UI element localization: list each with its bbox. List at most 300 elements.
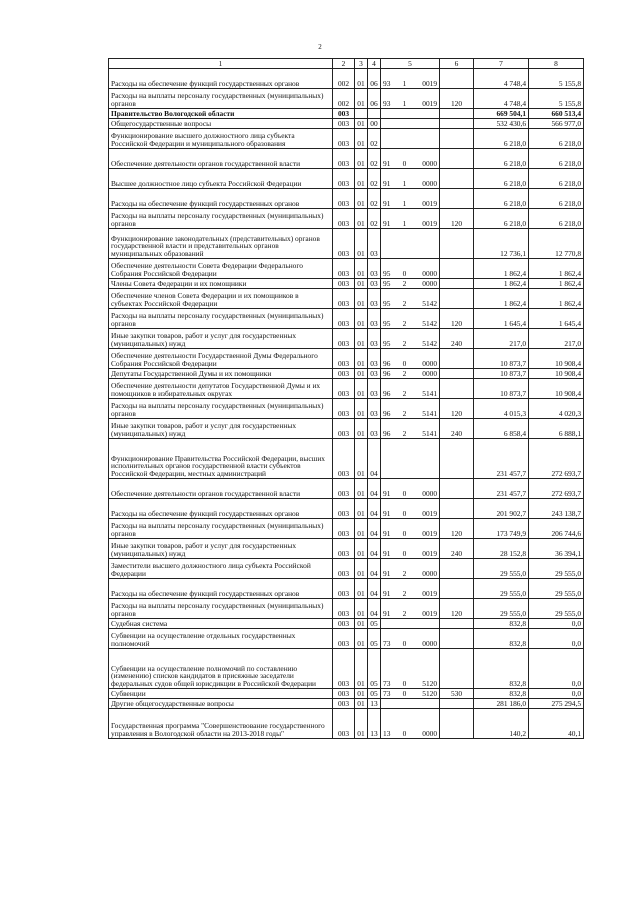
row-amount-year-2: 566 977,0 — [529, 119, 584, 129]
row-program-code: 95 — [381, 259, 400, 279]
row-program-code: 91 — [381, 599, 400, 619]
row-name: Заместители высшего должностного лица субъекта Российской Федерации — [109, 559, 333, 579]
row-direction-code: 5142 — [410, 329, 440, 349]
row-program-code: 96 — [381, 419, 400, 439]
row-program-code: 91 — [381, 539, 400, 559]
row-section-code: 01 — [355, 279, 368, 289]
row-name: Расходы на обеспечение функций государственных органов — [109, 579, 333, 599]
row-ministry-code: 003 — [333, 349, 355, 369]
row-amount-year-2: 1 862,4 — [529, 259, 584, 279]
row-direction-code: 5120 — [410, 689, 440, 699]
row-expense-type: 240 — [440, 419, 474, 439]
row-amount-year-2: 0,0 — [529, 649, 584, 689]
row-amount-year-2: 243 138,7 — [529, 499, 584, 519]
row-direction-code: 0000 — [410, 279, 440, 289]
table-row — [109, 89, 584, 109]
row-program-code: 91 — [381, 579, 400, 599]
row-subsection-code: 02 — [368, 169, 381, 189]
table-row — [109, 229, 584, 259]
row-program-code: 96 — [381, 379, 400, 399]
row-subprogram-code: 0 — [400, 349, 410, 369]
row-subsection-code: 06 — [368, 89, 381, 109]
table-row — [109, 189, 584, 209]
row-direction-code: 0000 — [410, 259, 440, 279]
row-expense-type — [440, 379, 474, 399]
row-subprogram-code — [400, 439, 410, 479]
row-name: Расходы на выплаты персоналу государственных (муниципальных) органов — [109, 309, 333, 329]
row-subprogram-code — [400, 699, 410, 709]
row-section-code: 01 — [355, 649, 368, 689]
row-direction-code: 0019 — [410, 89, 440, 109]
row-amount-year-1: 173 749,9 — [474, 519, 529, 539]
row-name: Функционирование высшего должностного лица субъекта Российской Федерации и муниципального образования — [109, 129, 333, 149]
row-section-code: 01 — [355, 519, 368, 539]
row-program-code: 73 — [381, 629, 400, 649]
row-ministry-code: 003 — [333, 539, 355, 559]
row-expense-type — [440, 479, 474, 499]
row-direction-code: 5120 — [410, 649, 440, 689]
table-row — [109, 559, 584, 579]
table-row — [109, 119, 584, 129]
row-section-code: 01 — [355, 289, 368, 309]
row-ministry-code: 003 — [333, 399, 355, 419]
row-section-code: 01 — [355, 189, 368, 209]
row-direction-code: 0000 — [410, 349, 440, 369]
row-subsection-code: 13 — [368, 699, 381, 709]
row-name: Обеспечение деятельности Совета Федерации Федерального Собрания Российской Федерации — [109, 259, 333, 279]
row-amount-year-1: 6 218,0 — [474, 209, 529, 229]
table-row — [109, 479, 584, 499]
row-subsection-code: 03 — [368, 349, 381, 369]
row-section-code: 01 — [355, 439, 368, 479]
row-amount-year-1: 6 218,0 — [474, 189, 529, 209]
row-subprogram-code — [400, 129, 410, 149]
row-program-code: 93 — [381, 89, 400, 109]
row-amount-year-1: 832,8 — [474, 689, 529, 699]
row-name: Расходы на обеспечение функций государственных органов — [109, 499, 333, 519]
row-ministry-code: 003 — [333, 289, 355, 309]
row-subprogram-code: 2 — [400, 379, 410, 399]
row-expense-type: 120 — [440, 209, 474, 229]
row-subsection-code: 05 — [368, 649, 381, 689]
table-header — [109, 59, 584, 69]
header-col-2: 2 — [333, 59, 355, 69]
row-subsection-code: 13 — [368, 709, 381, 739]
row-expense-type — [440, 119, 474, 129]
row-amount-year-1: 1 862,4 — [474, 259, 529, 279]
row-name: Расходы на выплаты персоналу государственных (муниципальных) органов — [109, 399, 333, 419]
row-amount-year-2: 10 908,4 — [529, 379, 584, 399]
row-subprogram-code: 0 — [400, 479, 410, 499]
row-expense-type — [440, 369, 474, 379]
row-expense-type — [440, 629, 474, 649]
row-amount-year-1: 281 186,0 — [474, 699, 529, 709]
table-row — [109, 599, 584, 619]
row-program-code: 91 — [381, 169, 400, 189]
table-row — [109, 629, 584, 649]
row-direction-code: 0019 — [410, 539, 440, 559]
row-subprogram-code — [400, 619, 410, 629]
row-program-code: 93 — [381, 69, 400, 89]
row-section-code: 01 — [355, 89, 368, 109]
row-subprogram-code — [400, 109, 410, 119]
row-expense-type — [440, 709, 474, 739]
row-section-code: 01 — [355, 259, 368, 279]
row-expense-type — [440, 259, 474, 279]
row-amount-year-2: 272 693,7 — [529, 439, 584, 479]
row-subprogram-code: 1 — [400, 69, 410, 89]
row-subsection-code: 04 — [368, 599, 381, 619]
row-direction-code: 0019 — [410, 599, 440, 619]
row-name: Иные закупки товаров, работ и услуг для государственных (муниципальных) нужд — [109, 329, 333, 349]
row-section-code: 01 — [355, 559, 368, 579]
row-subprogram-code: 2 — [400, 309, 410, 329]
row-amount-year-1: 28 152,8 — [474, 539, 529, 559]
row-amount-year-2: 1 862,4 — [529, 289, 584, 309]
row-amount-year-1: 6 218,0 — [474, 129, 529, 149]
row-expense-type: 120 — [440, 599, 474, 619]
row-direction-code — [410, 119, 440, 129]
row-ministry-code: 003 — [333, 329, 355, 349]
row-subsection-code: 05 — [368, 689, 381, 699]
row-ministry-code: 003 — [333, 259, 355, 279]
row-expense-type: 240 — [440, 539, 474, 559]
row-subsection-code — [368, 109, 381, 119]
table-row — [109, 539, 584, 559]
row-amount-year-2: 660 513,4 — [529, 109, 584, 119]
row-program-code: 91 — [381, 519, 400, 539]
row-subsection-code: 04 — [368, 519, 381, 539]
row-program-code: 95 — [381, 309, 400, 329]
row-ministry-code: 003 — [333, 189, 355, 209]
row-ministry-code: 003 — [333, 499, 355, 519]
row-name: Обеспечение членов Совета Федерации и их помощников в субъектах Российской Федерации — [109, 289, 333, 309]
row-subprogram-code: 0 — [400, 259, 410, 279]
row-expense-type — [440, 69, 474, 89]
row-section-code: 01 — [355, 699, 368, 709]
row-program-code: 91 — [381, 209, 400, 229]
header-col-5: 5 — [381, 59, 440, 69]
row-ministry-code: 003 — [333, 309, 355, 329]
row-subprogram-code: 2 — [400, 329, 410, 349]
table-row — [109, 369, 584, 379]
row-amount-year-1: 29 555,0 — [474, 599, 529, 619]
table-row — [109, 379, 584, 399]
row-section-code: 01 — [355, 229, 368, 259]
row-section-code: 01 — [355, 169, 368, 189]
row-subprogram-code: 1 — [400, 209, 410, 229]
row-subprogram-code: 2 — [400, 279, 410, 289]
row-program-code: 95 — [381, 279, 400, 289]
row-program-code — [381, 229, 400, 259]
row-subsection-code: 02 — [368, 189, 381, 209]
row-subsection-code: 00 — [368, 119, 381, 129]
table-row — [109, 519, 584, 539]
row-section-code: 01 — [355, 579, 368, 599]
row-subsection-code: 06 — [368, 69, 381, 89]
table-row — [109, 69, 584, 89]
row-name: Обеспечение деятельности депутатов Государственной Думы и их помощников в избирательных округах — [109, 379, 333, 399]
row-amount-year-2: 6 218,0 — [529, 129, 584, 149]
row-subsection-code: 04 — [368, 439, 381, 479]
row-ministry-code: 003 — [333, 169, 355, 189]
row-subprogram-code: 2 — [400, 289, 410, 309]
row-amount-year-1: 201 902,7 — [474, 499, 529, 519]
table-row — [109, 279, 584, 289]
row-expense-type: 120 — [440, 399, 474, 419]
row-ministry-code: 003 — [333, 689, 355, 699]
table-row — [109, 259, 584, 279]
row-amount-year-1: 832,8 — [474, 649, 529, 689]
row-direction-code — [410, 619, 440, 629]
row-name: Субвенции на осуществление полномочий по составлению (изменению) списков кандидатов в присяжные заседатели федеральных судов общей юрисдикции в Российской Федерации — [109, 649, 333, 689]
row-amount-year-2: 6 218,0 — [529, 189, 584, 209]
row-amount-year-2: 0,0 — [529, 619, 584, 629]
table-row — [109, 169, 584, 189]
row-amount-year-1: 4 015,3 — [474, 399, 529, 419]
row-name: Расходы на обеспечение функций государственных органов — [109, 69, 333, 89]
page-number: 2 — [318, 43, 322, 51]
row-direction-code: 0019 — [410, 69, 440, 89]
row-direction-code: 0000 — [410, 149, 440, 169]
row-section-code: 01 — [355, 499, 368, 519]
row-expense-type — [440, 499, 474, 519]
row-subprogram-code: 0 — [400, 709, 410, 739]
row-direction-code: 5142 — [410, 289, 440, 309]
row-ministry-code: 003 — [333, 149, 355, 169]
row-section-code: 01 — [355, 599, 368, 619]
row-subsection-code: 04 — [368, 499, 381, 519]
row-amount-year-2: 6 218,0 — [529, 149, 584, 169]
header-col-1: 1 — [109, 59, 333, 69]
row-subprogram-code: 2 — [400, 369, 410, 379]
row-amount-year-1: 532 430,6 — [474, 119, 529, 129]
row-program-code: 96 — [381, 399, 400, 419]
row-amount-year-2: 206 744,6 — [529, 519, 584, 539]
row-ministry-code: 003 — [333, 279, 355, 289]
row-subsection-code: 02 — [368, 149, 381, 169]
row-section-code: 01 — [355, 349, 368, 369]
row-subprogram-code: 1 — [400, 189, 410, 209]
row-ministry-code: 002 — [333, 89, 355, 109]
row-amount-year-1: 1 862,4 — [474, 279, 529, 289]
row-amount-year-2: 29 555,0 — [529, 599, 584, 619]
row-subprogram-code: 0 — [400, 519, 410, 539]
row-subprogram-code: 2 — [400, 399, 410, 419]
row-ministry-code: 003 — [333, 129, 355, 149]
row-direction-code: 0019 — [410, 189, 440, 209]
row-subsection-code: 04 — [368, 539, 381, 559]
row-expense-type — [440, 109, 474, 119]
table-row — [109, 699, 584, 709]
row-program-code: 91 — [381, 189, 400, 209]
row-amount-year-2: 29 555,0 — [529, 579, 584, 599]
row-amount-year-2: 40,1 — [529, 709, 584, 739]
row-amount-year-2: 5 155,8 — [529, 89, 584, 109]
row-name: Расходы на выплаты персоналу государственных (муниципальных) органов — [109, 89, 333, 109]
row-name: Высшее должностное лицо субъекта Российской Федерации — [109, 169, 333, 189]
row-subprogram-code — [400, 119, 410, 129]
row-subsection-code: 04 — [368, 479, 381, 499]
row-subprogram-code: 0 — [400, 499, 410, 519]
row-direction-code — [410, 229, 440, 259]
row-program-code — [381, 109, 400, 119]
table-row — [109, 399, 584, 419]
header-col-6: 6 — [440, 59, 474, 69]
header-col-4: 4 — [368, 59, 381, 69]
row-direction-code: 0019 — [410, 579, 440, 599]
table-row — [109, 649, 584, 689]
row-amount-year-1: 10 873,7 — [474, 369, 529, 379]
row-expense-type — [440, 349, 474, 369]
row-expense-type — [440, 289, 474, 309]
row-amount-year-2: 0,0 — [529, 689, 584, 699]
row-program-code — [381, 119, 400, 129]
row-subprogram-code: 0 — [400, 689, 410, 699]
row-name: Обеспечение деятельности Государственной Думы Федерального Собрания Российской Федерации — [109, 349, 333, 369]
row-amount-year-2: 36 394,1 — [529, 539, 584, 559]
row-direction-code — [410, 129, 440, 149]
row-name: Иные закупки товаров, работ и услуг для государственных (муниципальных) нужд — [109, 419, 333, 439]
row-name: Расходы на выплаты персоналу государственных (муниципальных) органов — [109, 599, 333, 619]
row-section-code: 01 — [355, 479, 368, 499]
row-expense-type — [440, 649, 474, 689]
row-expense-type: 120 — [440, 89, 474, 109]
row-amount-year-1: 669 504,1 — [474, 109, 529, 119]
row-amount-year-2: 4 020,3 — [529, 399, 584, 419]
row-ministry-code: 003 — [333, 559, 355, 579]
row-name: Общегосударственные вопросы — [109, 119, 333, 129]
table-row — [109, 289, 584, 309]
row-amount-year-1: 140,2 — [474, 709, 529, 739]
row-subprogram-code: 2 — [400, 579, 410, 599]
row-subsection-code: 03 — [368, 279, 381, 289]
row-ministry-code: 003 — [333, 439, 355, 479]
table-row — [109, 149, 584, 169]
row-subsection-code: 02 — [368, 209, 381, 229]
header-col-8: 8 — [529, 59, 584, 69]
row-subsection-code: 03 — [368, 309, 381, 329]
row-direction-code — [410, 439, 440, 479]
row-subsection-code: 03 — [368, 379, 381, 399]
row-section-code: 01 — [355, 149, 368, 169]
row-program-code: 91 — [381, 499, 400, 519]
row-section-code — [355, 109, 368, 119]
row-section-code: 01 — [355, 369, 368, 379]
row-direction-code — [410, 699, 440, 709]
table-row — [109, 129, 584, 149]
row-amount-year-1: 29 555,0 — [474, 559, 529, 579]
row-subsection-code: 04 — [368, 559, 381, 579]
row-amount-year-1: 217,0 — [474, 329, 529, 349]
row-name: Государственная программа "Совершенствование государственного управления в Вологодской области на 2013-2018 годы" — [109, 709, 333, 739]
row-subprogram-code: 2 — [400, 599, 410, 619]
row-ministry-code: 003 — [333, 519, 355, 539]
row-name: Другие общегосударственные вопросы — [109, 699, 333, 709]
row-program-code: 13 — [381, 709, 400, 739]
row-name: Депутаты Государственной Думы и их помощники — [109, 369, 333, 379]
row-program-code: 73 — [381, 689, 400, 699]
row-expense-type: 530 — [440, 689, 474, 699]
table-row — [109, 329, 584, 349]
row-name: Функционирование законодательных (представительных) органов государственной власти и представительных органов муниципальных образований — [109, 229, 333, 259]
row-ministry-code: 003 — [333, 369, 355, 379]
table-row — [109, 709, 584, 739]
header-col-3: 3 — [355, 59, 368, 69]
row-name: Правительство Вологодской области — [109, 109, 333, 119]
table-row — [109, 309, 584, 329]
row-subprogram-code: 2 — [400, 419, 410, 439]
row-name: Обеспечение деятельности органов государственной власти — [109, 479, 333, 499]
row-amount-year-2: 272 693,7 — [529, 479, 584, 499]
row-name: Обеспечение деятельности органов государственной власти — [109, 149, 333, 169]
budget-table — [108, 58, 584, 739]
row-program-code: 95 — [381, 289, 400, 309]
row-ministry-code: 003 — [333, 649, 355, 689]
row-subprogram-code: 0 — [400, 539, 410, 559]
row-amount-year-1: 29 555,0 — [474, 579, 529, 599]
row-ministry-code: 003 — [333, 619, 355, 629]
row-direction-code: 5141 — [410, 419, 440, 439]
row-direction-code: 5141 — [410, 399, 440, 419]
row-section-code: 01 — [355, 419, 368, 439]
row-name: Иные закупки товаров, работ и услуг для государственных (муниципальных) нужд — [109, 539, 333, 559]
row-program-code: 96 — [381, 349, 400, 369]
row-subprogram-code: 1 — [400, 89, 410, 109]
row-direction-code: 0000 — [410, 709, 440, 739]
row-amount-year-1: 1 862,4 — [474, 289, 529, 309]
row-amount-year-1: 1 645,4 — [474, 309, 529, 329]
row-amount-year-1: 4 748,4 — [474, 69, 529, 89]
row-amount-year-2: 6 888,1 — [529, 419, 584, 439]
row-section-code: 01 — [355, 309, 368, 329]
row-expense-type — [440, 149, 474, 169]
row-program-code: 91 — [381, 559, 400, 579]
row-subsection-code: 03 — [368, 419, 381, 439]
row-subsection-code: 05 — [368, 629, 381, 649]
row-expense-type: 120 — [440, 309, 474, 329]
table-row — [109, 439, 584, 479]
row-expense-type — [440, 439, 474, 479]
row-program-code: 91 — [381, 479, 400, 499]
row-section-code: 01 — [355, 119, 368, 129]
table-row — [109, 689, 584, 699]
row-direction-code: 0000 — [410, 559, 440, 579]
row-amount-year-2: 6 218,0 — [529, 209, 584, 229]
row-section-code: 01 — [355, 689, 368, 699]
row-subsection-code: 03 — [368, 259, 381, 279]
row-program-code — [381, 129, 400, 149]
row-amount-year-2: 6 218,0 — [529, 169, 584, 189]
row-subsection-code: 03 — [368, 229, 381, 259]
row-name: Расходы на обеспечение функций государственных органов — [109, 189, 333, 209]
row-ministry-code: 003 — [333, 579, 355, 599]
row-ministry-code: 003 — [333, 599, 355, 619]
row-direction-code — [410, 109, 440, 119]
row-program-code: 96 — [381, 369, 400, 379]
table-row — [109, 349, 584, 369]
row-expense-type — [440, 619, 474, 629]
row-subsection-code: 05 — [368, 619, 381, 629]
row-section-code: 01 — [355, 209, 368, 229]
row-ministry-code: 002 — [333, 69, 355, 89]
row-amount-year-1: 10 873,7 — [474, 349, 529, 369]
row-ministry-code: 003 — [333, 419, 355, 439]
row-subprogram-code — [400, 229, 410, 259]
row-section-code: 01 — [355, 69, 368, 89]
row-subprogram-code: 0 — [400, 629, 410, 649]
row-section-code: 01 — [355, 629, 368, 649]
